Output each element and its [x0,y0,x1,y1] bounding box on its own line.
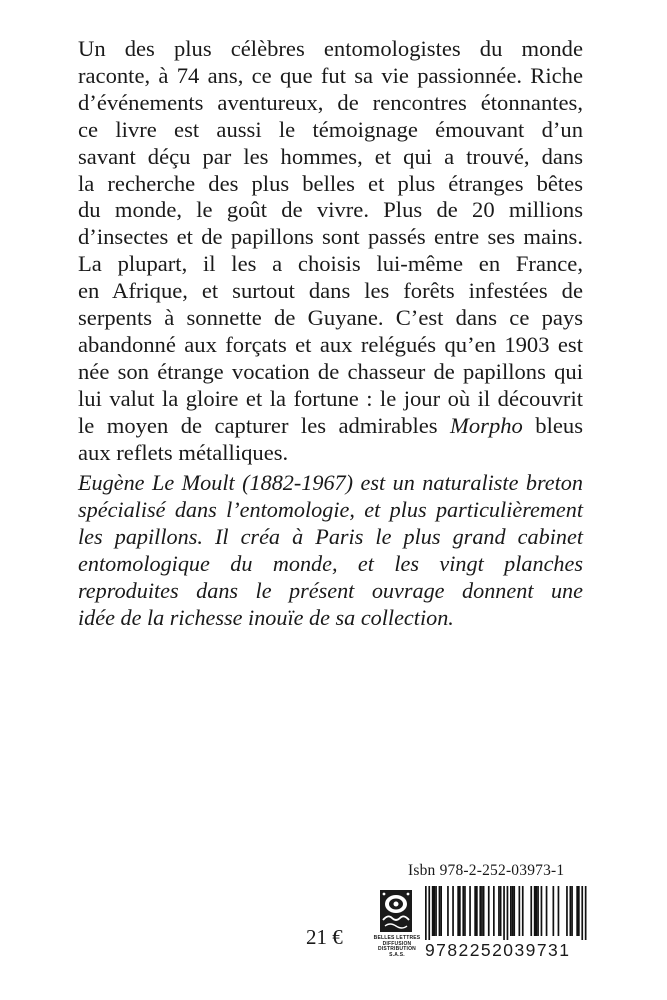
blurb-paragraph [78,36,583,467]
barcode-bar [439,886,441,936]
barcode-bar [493,886,495,936]
barcode-bar [546,886,548,936]
text-line: raconte, à 74 ans, ce que fut sa vie passionnée. Riche [78,62,583,88]
text-line: entomologique du monde, et les vingt planches [78,550,583,576]
text-line: lui valut la gloire et la fortune : le jour où il découvrit [78,385,583,411]
barcode-bar [428,886,430,940]
barcode-bar [536,886,538,936]
barcode-bar [498,886,500,936]
barcode-bar [510,886,512,936]
barcode-bar [459,886,461,936]
logo-text-line: BELLES LETTRES [373,935,421,941]
price-label: 21 € [306,925,343,949]
barcode-bar [469,886,471,936]
barcode-bar [530,886,532,936]
barcode-bar [503,886,505,940]
author-bio-paragraph [78,470,583,631]
text-line: spécialisé dans l’entomologie, et plus particulièrement [78,496,583,522]
barcode-number: 9782252039731 [425,940,571,960]
text-segment: le moyen de capturer les admirables [78,412,451,438]
text-line: idée de la richesse inouïe de sa collection. [78,604,454,630]
text-segment: bleus [522,412,583,438]
text-line: aux reflets métalliques. [78,439,289,465]
publisher-logo-text [372,936,422,958]
barcode-bar [581,886,583,940]
barcode-bar [488,886,490,936]
barcode [424,886,590,940]
barcode-bar [570,886,572,936]
barcode-bar [522,886,524,936]
text-line: Eugène Le Moult (1882-1967) est un naturaliste breton [78,470,583,495]
barcode-bar [512,886,514,936]
barcode-bar [474,886,476,936]
text-line: la recherche des plus belles et plus étranges bêtes [78,170,583,196]
barcode-bar [440,886,442,936]
text-line: Un des plus célèbres entomologistes du monde [78,36,583,61]
barcode-bar [457,886,459,936]
barcode-bar [481,886,483,936]
text-line: d’insectes et de papillons sont passés entre ses mains. [78,224,583,250]
text-line: les papillons. Il créa à Paris le plus grand cabinet [78,523,583,549]
barcode-bar [447,886,449,936]
barcode-bar [479,886,481,936]
barcode-bar [462,886,464,936]
barcode-bar [519,886,521,936]
barcode-bar [476,886,478,936]
barcode-bar [464,886,466,936]
publisher-logo-icon [376,888,416,972]
text-line: serpents à sonnette de Guyane. C’est dans ce pays [78,305,583,331]
barcode-bar [513,886,515,936]
logo-text-line: S.A.S. [389,951,405,958]
barcode-bar [571,886,573,936]
text-line-with-italic [78,413,583,440]
barcode-bar [537,886,539,936]
text-line: née son étrange vocation de chasseur de papillons qui [78,358,583,384]
barcode-bar [500,886,502,936]
barcode-bar [434,886,436,936]
barcode-bar [576,886,578,936]
logo-text-line: DIFFUSION [382,940,412,947]
barcode-bar [425,886,427,940]
text-line: du monde, le goût de vivre. Plus de 20 millions [78,197,583,223]
barcode-bar [566,886,568,936]
text-line: d’événements aventureux, de rencontres étonnantes, [78,89,583,115]
barcode-bar [553,886,555,936]
barcode-bar [435,886,437,936]
isbn-label: Isbn 978-2-252-03973-1 [408,862,565,879]
barcode-bar [452,886,454,936]
barcode-bar [507,886,509,940]
barcode-bar [534,886,536,936]
text-line: La plupart, il les a choisis lui-même en France, [78,251,583,277]
barcode-bar [432,886,434,936]
logo-text-line: DISTRIBUTION [378,946,416,953]
text-line: en Afrique, et surtout dans les forêts infestées de [78,278,583,304]
text-line: reproduites dans le présent ouvrage donnent une [78,577,583,603]
text-line: savant déçu par les hommes, et qui a trouvé, dans [78,143,583,169]
text-line: ce livre est aussi le témoignage émouvant d’un [78,116,583,142]
text-line: abandonné aux forçats et aux relégués qu’en 1903 est [78,331,583,357]
barcode-bar [558,886,560,936]
italic-term: Morpho [450,412,523,438]
barcode-bar [483,886,485,936]
barcode-bar [585,886,587,940]
barcode-bar [578,886,580,936]
barcode-bar [541,886,543,936]
